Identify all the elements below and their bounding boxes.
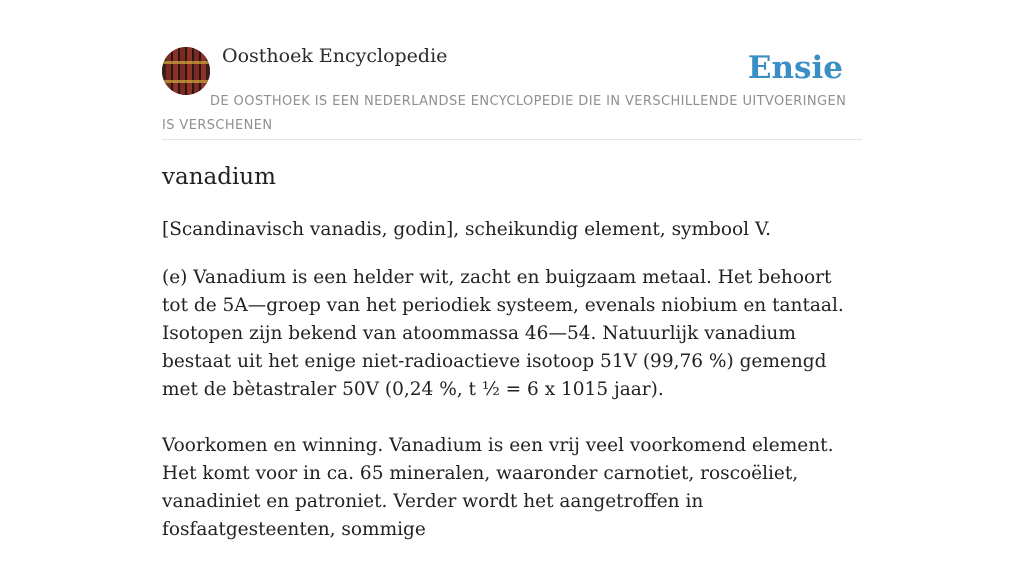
page	[162, 0, 862, 540]
article-title: vanadium	[162, 164, 276, 190]
article-paragraph: [Scandinavisch vanadis, godin], scheikundig element, symbool V.	[162, 219, 771, 240]
article-paragraph: Voorkomen en winning. Vanadium is een vrij veel voorkomend element. Het komt voor in ca. 65 mineralen, waaronder carnotiet, roscoëliet, vanadiniet en patroniet. Verder wordt het aangetroffen in fosfaatgesteenten, sommige	[162, 435, 834, 540]
brand-logo[interactable]: Ensie	[747, 50, 843, 86]
site-name[interactable]: Oosthoek Encyclopedie	[222, 45, 448, 67]
site-header	[162, 0, 862, 140]
article-paragraph: (e) Vanadium is een helder wit, zacht en buigzaam metaal. Het behoort tot de 5A—groep van het periodiek systeem, evenals niobium en tantaal. Isotopen zijn bekend van atoommassa 46—54. Natuurlijk vanadium bestaat uit het enige niet-radioactieve isotoop 51V (99,76 %) gemengd met de bètastraler 50V (0,24 %, t ½ = 6 x 1015 jaar).	[162, 267, 844, 400]
site-tagline: DE OOSTHOEK IS EEN NEDERLANDSE ENCYCLOPEDIE DIE IN VERSCHILLENDE UITVOERINGEN IS VERSCHENEN	[162, 94, 847, 133]
encyclopedia-books-icon[interactable]	[162, 47, 210, 95]
